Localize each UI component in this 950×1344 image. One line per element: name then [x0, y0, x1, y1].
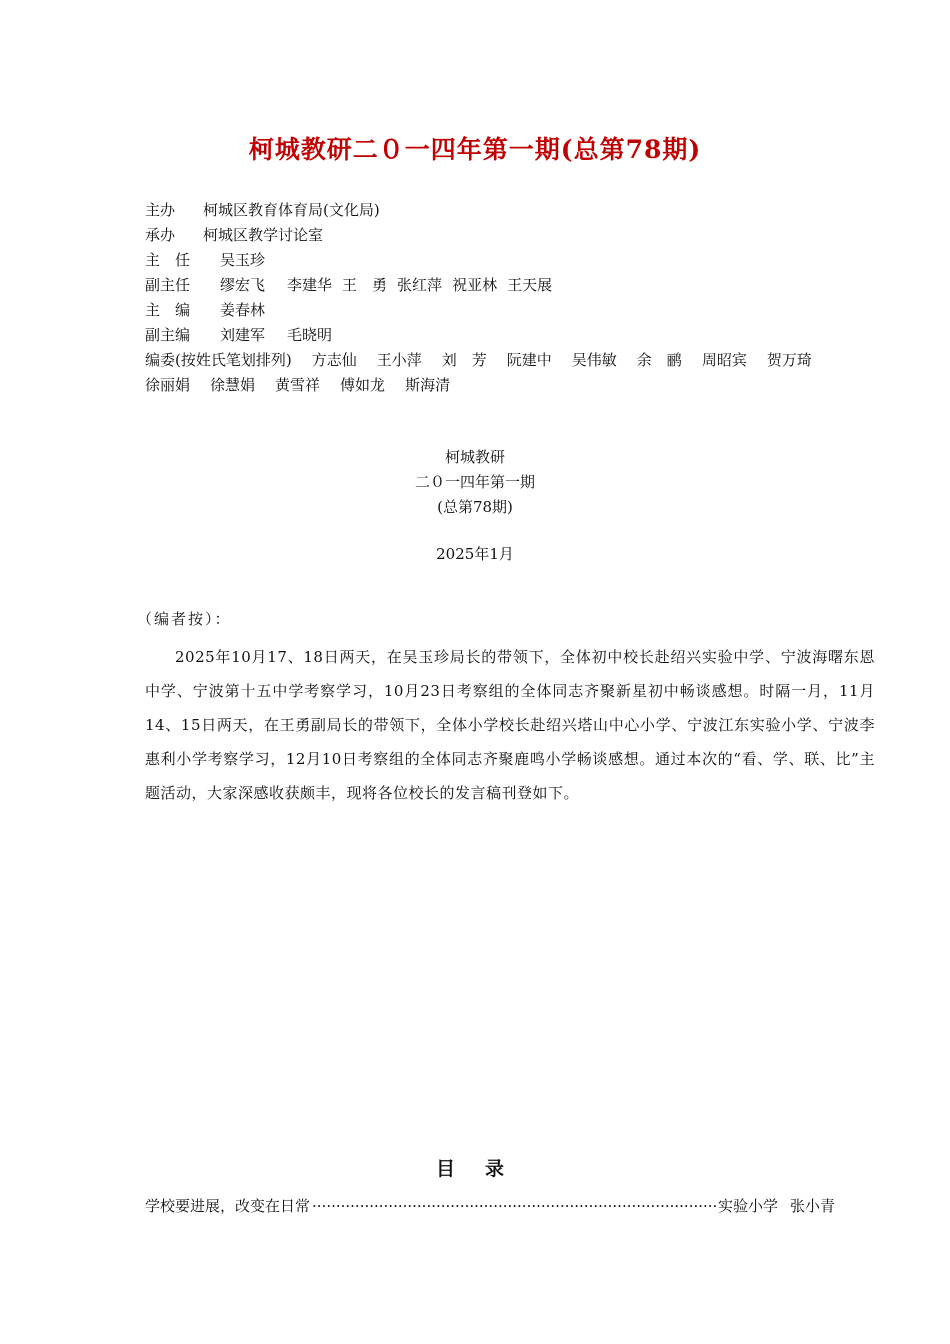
- chief-editor-row: [145, 298, 865, 323]
- toc-entry-school: 实验小学: [717, 1197, 778, 1215]
- committee-member: 徐慧娟: [210, 376, 256, 394]
- committee-member: 周昭宾: [701, 351, 747, 369]
- director-label: 主 任: [145, 251, 191, 269]
- committee-member: 阮建中: [506, 351, 552, 369]
- chief-editor-label: 主 编: [145, 301, 191, 319]
- committee-member: 余 鹂: [636, 351, 682, 369]
- organizer-row: [145, 223, 865, 248]
- toc-leader-dots: [312, 1197, 716, 1215]
- organizer-value: 柯城区教学讨论室: [203, 226, 324, 244]
- masthead: [145, 198, 865, 398]
- deputy-director-row: [145, 273, 865, 298]
- journal-title: 柯城教研二０一四年第一期(总第78期): [248, 135, 702, 164]
- committee-member: 刘 芳: [441, 351, 487, 369]
- issue-journal-name: 柯城教研: [444, 448, 505, 466]
- committee-row: [145, 348, 865, 398]
- committee-member: 斯海清: [405, 376, 451, 394]
- deputy-editor-name: 刘建军: [220, 326, 266, 344]
- issue-date: 2025年1月: [436, 545, 514, 563]
- director-value: 吴玉珍: [220, 251, 266, 269]
- sponsor-value: 柯城区教育体育局(文化局): [203, 201, 380, 219]
- organizer-label: 承办: [145, 226, 176, 244]
- sponsor-row: [145, 198, 865, 223]
- committee-member: 徐丽娟: [145, 376, 191, 394]
- deputy-editor-label: 副主编: [145, 326, 191, 344]
- committee-member: 方志仙: [311, 351, 357, 369]
- issue-total-number: (总第78期): [437, 498, 513, 516]
- deputy-director-name: 王 勇: [342, 276, 388, 294]
- deputy-director-name: 祝亚林: [452, 276, 498, 294]
- committee-member: 傅如龙: [340, 376, 386, 394]
- toc-entry-author: 张小青: [789, 1197, 835, 1215]
- deputy-editor-row: [145, 323, 865, 348]
- editor-note-label: （编者按）：: [137, 610, 232, 628]
- deputy-director-name: 王天展: [507, 276, 553, 294]
- deputy-director-name: 李建华: [287, 276, 333, 294]
- toc-entry[interactable]: [145, 1195, 835, 1216]
- committee-label: 编委(按姓氏笔划排列): [145, 351, 292, 369]
- director-row: [145, 248, 865, 273]
- issue-number: 二０一四年第一期: [414, 473, 535, 491]
- toc-title: 目录: [435, 1158, 534, 1180]
- committee-member: 黄雪祥: [275, 376, 321, 394]
- sponsor-label: 主办: [145, 201, 176, 219]
- deputy-director-label: 副主任: [145, 276, 191, 294]
- deputy-director-name: 张红萍: [397, 276, 443, 294]
- toc-entry-byline: [718, 1195, 835, 1216]
- committee-member: 贺万琦: [766, 351, 812, 369]
- editor-note-paragraph: 2025年10月17、18日两天，在吴玉珍局长的带领下，全体初中校长赴绍兴实验中学、宁波海曙东恩中学、宁波第十五中学考察学习，10月23日考察组的全体同志齐聚新星初中畅谈感想。时隔一月，11月14、15日两天，在王勇副局长的带领下，全体小学校长赴绍兴塔山中心小学、宁波江东实验小学、宁波李惠利小学考察学习，12月10日考察组的全体同志齐聚鹿鸣小学畅谈感想。通过本次的“看、学、联、比”主题活动，大家深感收获颇丰，现将各位校长的发言稿刊登如下。: [145, 648, 875, 802]
- deputy-director-name: 缪宏飞: [220, 276, 266, 294]
- committee-member: 王小萍: [376, 351, 422, 369]
- chief-editor-value: 姜春林: [220, 301, 266, 319]
- deputy-editor-name: 毛晓明: [287, 326, 333, 344]
- committee-member: 吴伟敏: [571, 351, 617, 369]
- toc-entry-title: 学校要进展，改变在日常: [145, 1197, 311, 1215]
